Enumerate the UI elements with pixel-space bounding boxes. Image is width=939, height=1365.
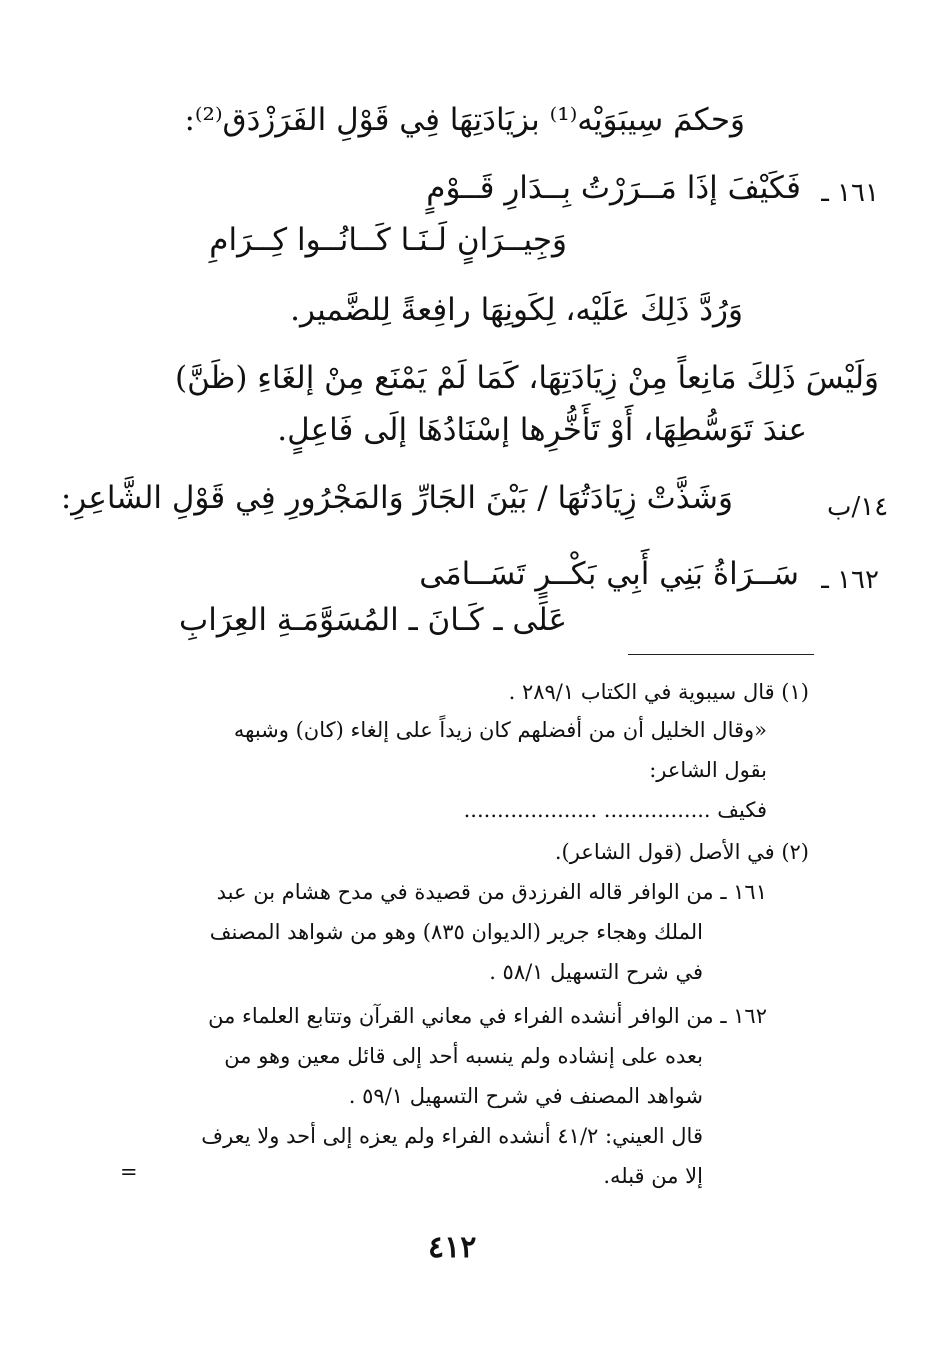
footnote-2: (٢) في الأصل (قول الشاعر).: [554, 840, 809, 864]
note-162-line-3: شواهد المصنف في شرح التسهيل ٥٩/١ .: [348, 1084, 703, 1108]
note-162-line-1: ١٦٢ ـ من الوافر أنشده الفراء في معاني القرآن وتتابع العلماء من: [208, 1004, 767, 1028]
note-162-line-2: بعده على إنشاده ولم ينسبه أحد إلى قائل معين وهو من: [224, 1044, 703, 1068]
footnote-1-line-4: فكيف ................ ....................: [463, 798, 767, 822]
verse-161-hemistich-1: فَكَيْفَ إذَا مَــرَرْتُ بِــدَارِ قَــوْمٍ: [426, 170, 801, 206]
paragraph-2-line-2: عندَ تَوَسُّطِهَا، أَوْ تَأَخُّرِها إسْنَادُهَا إلَى فَاعِلٍ.: [277, 412, 807, 448]
continuation-mark: =: [120, 1160, 138, 1184]
note-162-line-4: قال العيني: ٤١/٢ أنشده الفراء ولم يعزه إلى أحد ولا يعرف: [201, 1124, 703, 1148]
verse-161-hemistich-2: وَجِيــرَانٍ لَـنَـا كَــانُــوا كِــرَامِ: [209, 222, 567, 258]
note-161-line-3: في شرح التسهيل ٥٨/١ .: [489, 960, 703, 984]
refutation-line: وَرُدَّ ذَلِكَ عَلَيْه، لِكَونِهَا رافِعةً لِلضَّمير.: [290, 292, 743, 328]
note-161-line-2: الملك وهجاء جرير (الديوان ٨٣٥) وهو من شواهد المصنف: [209, 920, 703, 944]
note-162-line-5: إلا من قبله.: [603, 1164, 703, 1188]
note-161-line-1: ١٦١ ـ من الوافر قاله الفرزدق من قصيدة في مدح هشام بن عبد: [216, 880, 767, 904]
intro-line: وَحكمَ سِيبَوَيْه⁽¹⁾ بزيَادَتِهَا فِي قَوْلِ الفَرَزْدَق⁽²⁾:: [184, 102, 745, 138]
footnote-1-line-1: (١) قال سيبوية في الكتاب ٢٨٩/١ .: [508, 680, 809, 704]
margin-folio-ref: ١٤/ب: [827, 492, 889, 522]
paragraph-2-line-1: وَلَيْسَ ذَلِكَ مَانِعاً مِنْ زِيَادَتِهَا، كَمَا لَمْ يَمْنَع مِنْ إلغَاءِ (ظَنَّ): [174, 360, 879, 396]
verse-162-hemistich-1: سَــرَاةُ بَنِي أَبِي بَكْــرٍ تَسَــامَى: [419, 556, 799, 592]
verse-162-hemistich-2: عَلَى ـ كَـانَ ـ المُسَوَّمَـةِ العِرَابِ: [179, 602, 567, 638]
footnote-1-line-2: «وقال الخليل أن من أفضلهم كان زيداً على إلغاء (كان) وشبهه: [233, 718, 767, 742]
verse-161-number: ١٦١ ـ: [821, 178, 879, 208]
page-number: ٤١٢: [428, 1230, 477, 1265]
verse-162-number: ١٦٢ ـ: [821, 565, 879, 595]
footnote-separator: [628, 654, 814, 655]
paragraph-3: وَشَذَّتْ زِيَادَتُهَا / بَيْنَ الجَارِّ وَالمَجْرُورِ فِي قَوْلِ الشَّاعِرِ:: [60, 480, 733, 516]
footnote-1-line-3: بقول الشاعر:: [649, 758, 767, 782]
